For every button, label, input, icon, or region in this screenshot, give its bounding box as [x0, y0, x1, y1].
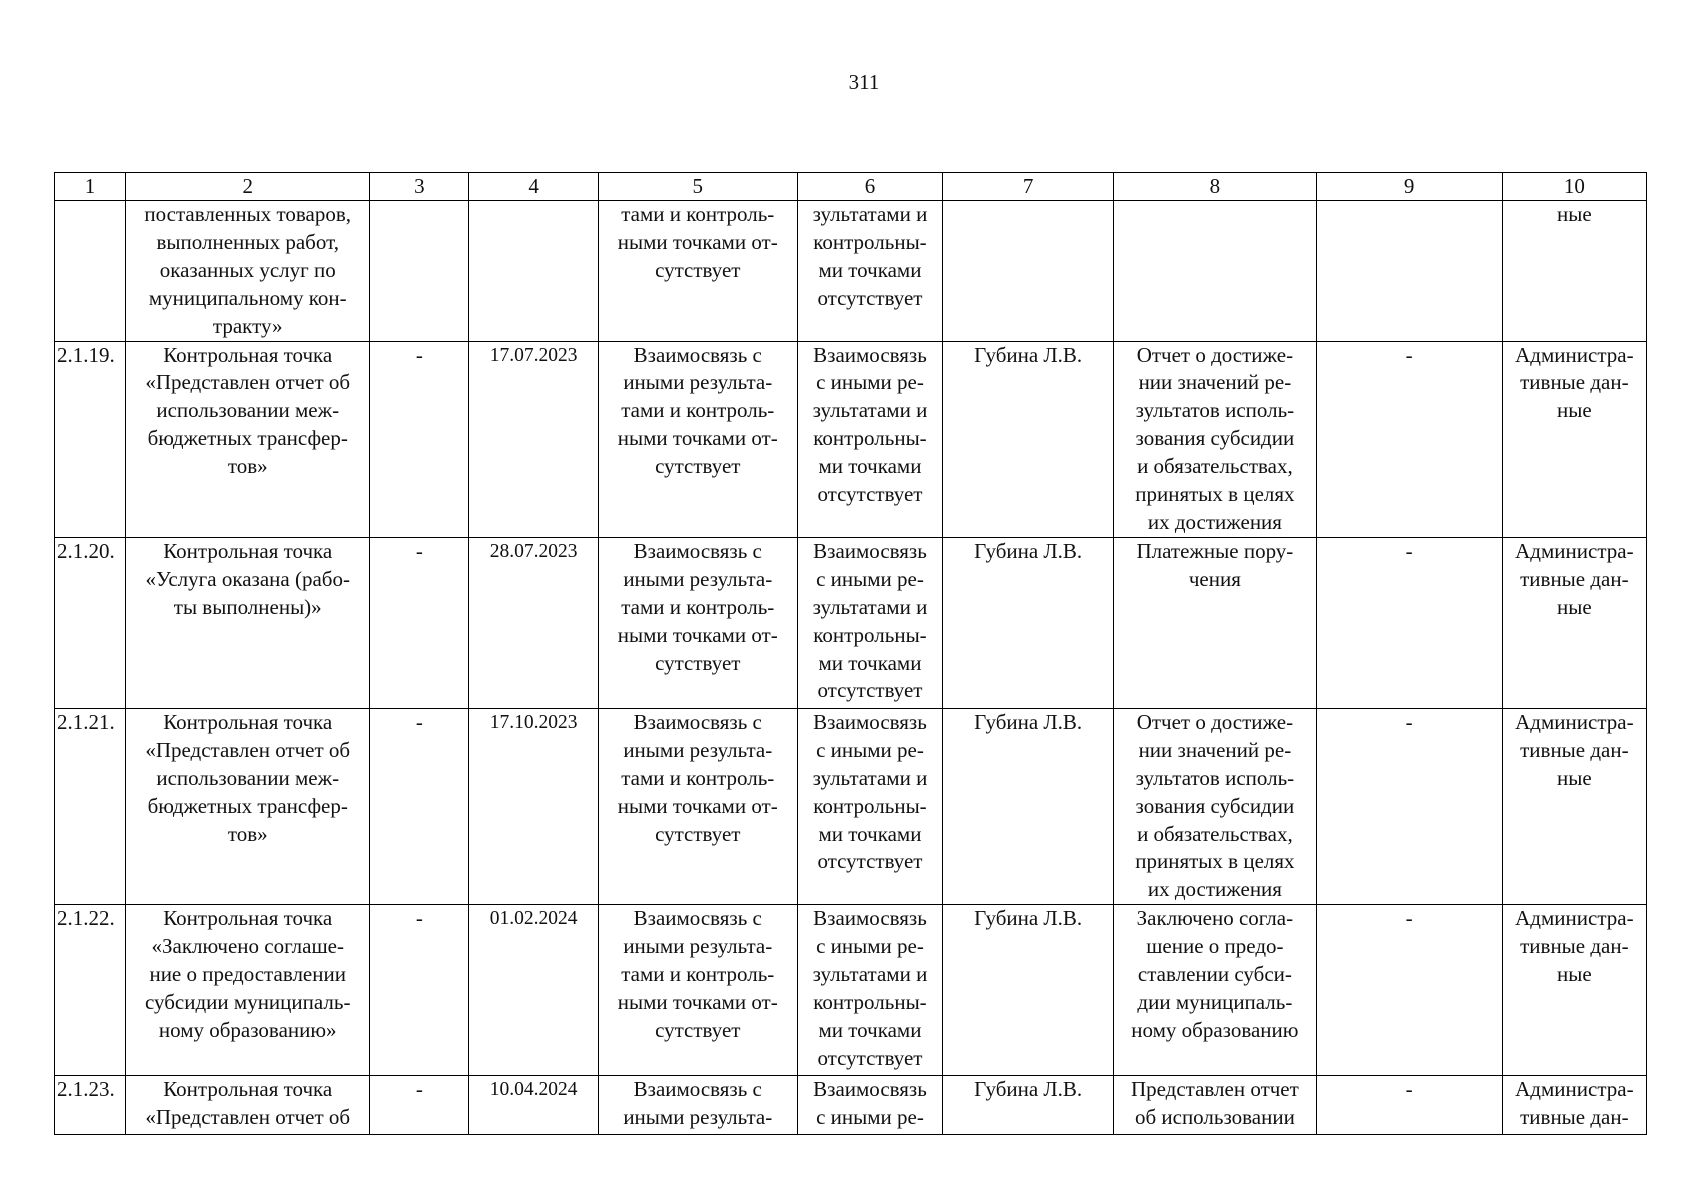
column-9-value: -: [1316, 708, 1502, 904]
row-number: 2.1.23.: [55, 1076, 126, 1135]
relation-results: Взаимосвязь с иными результа- тами и контроль- ными точками от- сутствует: [598, 341, 797, 537]
column-3-value: -: [370, 708, 469, 904]
information-source: ные: [1502, 201, 1646, 342]
information-source: Администра- тивные дан- ные: [1502, 708, 1646, 904]
table-row: [55, 1076, 1647, 1135]
header-cell: 8: [1114, 173, 1316, 201]
confirming-document: Заключено согла- шение о предо- ставлении субси- дии муниципаль- ному образованию: [1114, 905, 1316, 1076]
row-number: 2.1.19.: [55, 341, 126, 537]
relation-results-2: Взаимосвязь с иными ре- зультатами и контрольны- ми точками отсутствует: [797, 341, 942, 537]
relation-results-2: Взаимосвязь с иными ре- зультатами и контрольны- ми точками отсутствует: [797, 537, 942, 708]
column-9-value: -: [1316, 905, 1502, 1076]
column-3-value: -: [370, 905, 469, 1076]
control-point-name: Контрольная точка «Представлен отчет об использовании меж- бюджетных трансфер- тов»: [126, 341, 370, 537]
row-number: 2.1.20.: [55, 537, 126, 708]
information-source: Администра- тивные дан-: [1502, 1076, 1646, 1135]
responsible-person: Губина Л.В.: [943, 1076, 1114, 1135]
responsible-person: [943, 201, 1114, 342]
row-number: 2.1.21.: [55, 708, 126, 904]
responsible-person: Губина Л.В.: [943, 341, 1114, 537]
header-cell: 6: [797, 173, 942, 201]
header-cell: 1: [55, 173, 126, 201]
confirming-document: Представлен отчет об использовании: [1114, 1076, 1316, 1135]
deadline-date: [469, 201, 598, 342]
deadline-date: 17.10.2023: [469, 708, 598, 904]
table-row: [55, 905, 1647, 1076]
confirming-document: Платежные пору- чения: [1114, 537, 1316, 708]
information-source: Администра- тивные дан- ные: [1502, 341, 1646, 537]
control-point-name: Контрольная точка «Услуга оказана (рабо- ты выполнены)»: [126, 537, 370, 708]
table-row: [55, 708, 1647, 904]
control-point-name: Контрольная точка «Представлен отчет об использовании меж- бюджетных трансфер- тов»: [126, 708, 370, 904]
row-number: [55, 201, 126, 342]
column-9-value: [1316, 201, 1502, 342]
header-cell: 10: [1502, 173, 1646, 201]
information-source: Администра- тивные дан- ные: [1502, 537, 1646, 708]
relation-results-2: Взаимосвязь с иными ре- зультатами и контрольны- ми точками отсутствует: [797, 708, 942, 904]
relation-results: тами и контроль- ными точками от- сутствует: [598, 201, 797, 342]
header-row: [55, 173, 1647, 201]
responsible-person: Губина Л.В.: [943, 537, 1114, 708]
table-row: [55, 201, 1647, 342]
control-point-name: Контрольная точка «Заключено соглаше- ние о предоставлении субсидии муниципаль- ному образованию»: [126, 905, 370, 1076]
control-point-name: поставленных товаров, выполненных работ, оказанных услуг по муниципальному кон- тракту»: [126, 201, 370, 342]
control-points-table: [54, 172, 1647, 1135]
table-row: [55, 537, 1647, 708]
column-3-value: -: [370, 341, 469, 537]
confirming-document: Отчет о достиже- нии значений ре- зультатов исполь- зования субсидии и обязательствах, принятых в целях их достижения: [1114, 708, 1316, 904]
column-9-value: -: [1316, 1076, 1502, 1135]
responsible-person: Губина Л.В.: [943, 708, 1114, 904]
header-cell: 3: [370, 173, 469, 201]
column-9-value: -: [1316, 341, 1502, 537]
page-number: 311: [848, 70, 880, 94]
header-cell: 2: [126, 173, 370, 201]
confirming-document: [1114, 201, 1316, 342]
header-cell: 9: [1316, 173, 1502, 201]
relation-results: Взаимосвязь с иными результа- тами и контроль- ными точками от- сутствует: [598, 537, 797, 708]
deadline-date: 10.04.2024: [469, 1076, 598, 1135]
deadline-date: 17.07.2023: [469, 341, 598, 537]
confirming-document: Отчет о достиже- нии значений ре- зультатов исполь- зования субсидии и обязательствах, принятых в целях их достижения: [1114, 341, 1316, 537]
header-cell: 5: [598, 173, 797, 201]
relation-results-2: Взаимосвязь с иными ре- зультатами и контрольны- ми точками отсутствует: [797, 905, 942, 1076]
information-source: Администра- тивные дан- ные: [1502, 905, 1646, 1076]
row-number: 2.1.22.: [55, 905, 126, 1076]
column-9-value: -: [1316, 537, 1502, 708]
responsible-person: Губина Л.В.: [943, 905, 1114, 1076]
deadline-date: 28.07.2023: [469, 537, 598, 708]
header-cell: 7: [943, 173, 1114, 201]
relation-results: Взаимосвязь с иными результа- тами и контроль- ными точками от- сутствует: [598, 905, 797, 1076]
relation-results: Взаимосвязь с иными результа-: [598, 1076, 797, 1135]
relation-results: Взаимосвязь с иными результа- тами и контроль- ными точками от- сутствует: [598, 708, 797, 904]
column-3-value: -: [370, 1076, 469, 1135]
column-3-value: -: [370, 537, 469, 708]
column-3-value: [370, 201, 469, 342]
deadline-date: 01.02.2024: [469, 905, 598, 1076]
header-cell: 4: [469, 173, 598, 201]
relation-results-2: зультатами и контрольны- ми точками отсутствует: [797, 201, 942, 342]
relation-results-2: Взаимосвязь с иными ре-: [797, 1076, 942, 1135]
control-point-name: Контрольная точка «Представлен отчет об: [126, 1076, 370, 1135]
table-row: [55, 341, 1647, 537]
